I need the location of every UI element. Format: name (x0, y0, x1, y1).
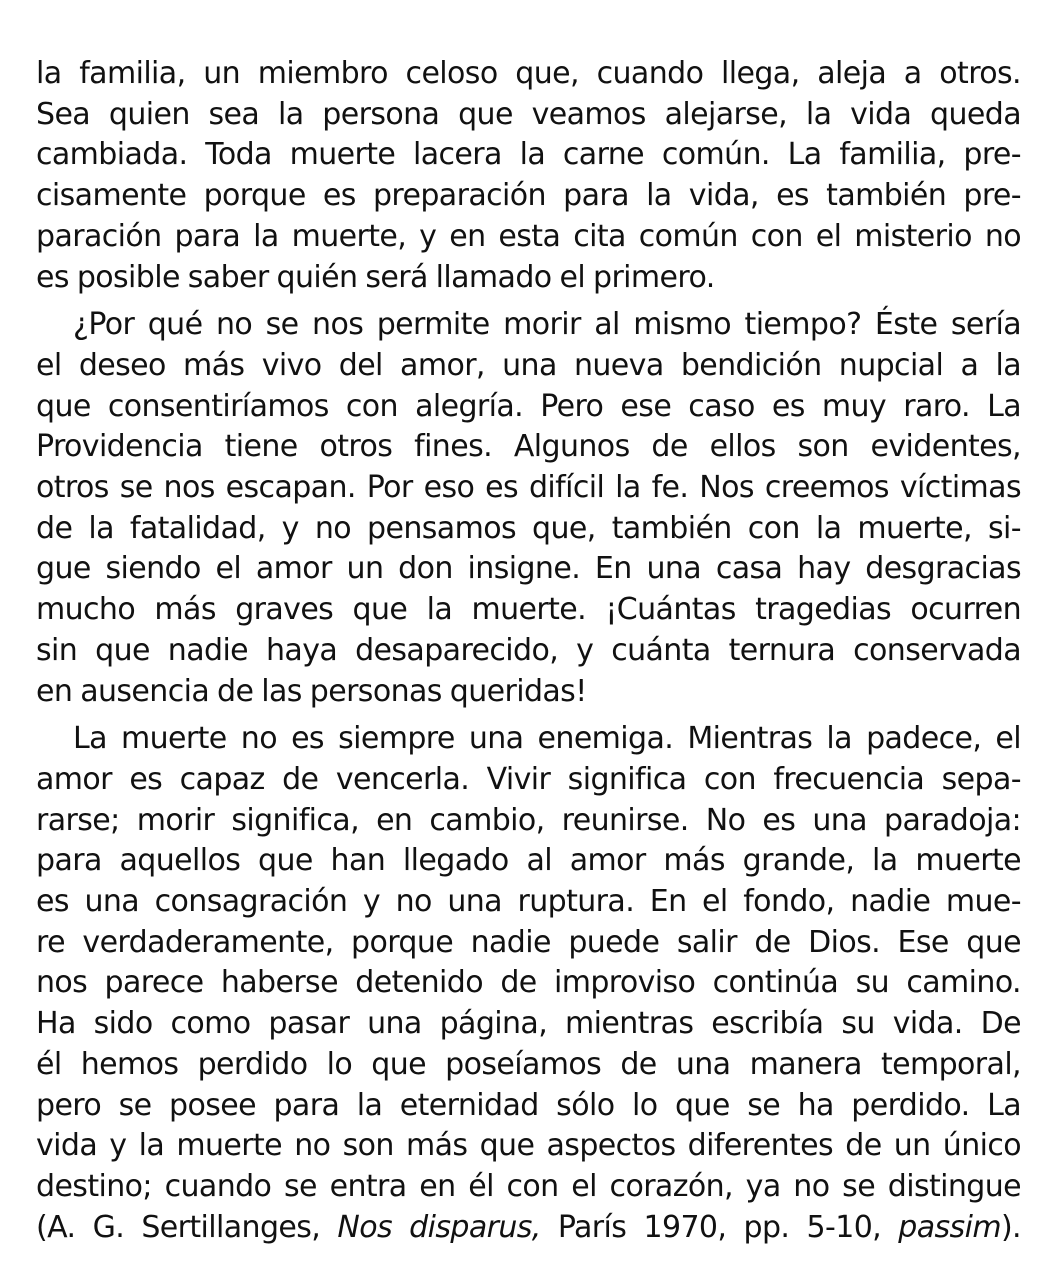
text-line: Ha sido como pasar una página, mientras escribía su vida. De (36, 1006, 1021, 1042)
citation-author: (A. G. Sertillanges, (36, 1209, 338, 1245)
text-line: pero se posee para la eternidad sólo lo que se ha perdido. La (36, 1087, 1021, 1123)
text-line: Providencia tiene otros fines. Algunos de ellos son evidentes, (36, 429, 1021, 465)
text-line: gue siendo el amor un don insigne. En una casa hay desgracias (36, 551, 1021, 587)
text-line: sin que nadie haya desaparecido, y cuánta ternura conservada (36, 632, 1021, 668)
text-line: ¿Por qué no se nos permite morir al mismo tiempo? Éste sería (73, 307, 1021, 343)
paragraph-2 (36, 305, 1021, 712)
text-line: re verdaderamente, porque nadie puede salir de Dios. Ese que (36, 924, 1021, 960)
citation-details: París 1970, pp. 5-10, (540, 1209, 899, 1245)
text-line: el deseo más vivo del amor, una nueva bendición nupcial a la (36, 347, 1021, 383)
text-line: La muerte no es siempre una enemiga. Mientras la padece, el (73, 721, 1021, 757)
text-line: amor es capaz de vencerla. Vivir significa con frecuencia sepa- (36, 761, 1021, 797)
text-line: nos parece haberse detenido de improviso continúa su camino. (36, 965, 1021, 1001)
text-line: paración para la muerte, y en esta cita común con el misterio no (36, 218, 1021, 254)
text-line: Sea quien sea la persona que veamos alejarse, la vida queda (36, 96, 1021, 132)
text-line: él hemos perdido lo que poseíamos de una manera temporal, (36, 1046, 1021, 1082)
text-line: en ausencia de las personas queridas! (36, 673, 587, 709)
text-line: para aquellos que han llegado al amor más grande, la muerte (36, 843, 1021, 879)
citation-title: Nos disparus, (337, 1209, 541, 1245)
text-line: la familia, un miembro celoso que, cuando llega, aleja a otros. (36, 56, 1021, 91)
citation-passim: passim (898, 1209, 1001, 1245)
text-line: de la fatalidad, y no pensamos que, también con la muerte, si- (36, 510, 1021, 546)
text-line: es una consagración y no una ruptura. En el fondo, nadie mue- (36, 884, 1021, 920)
citation-line (36, 1208, 1021, 1249)
text-line: cisamente porque es preparación para la vida, es también pre- (36, 178, 1021, 214)
paragraph-3 (36, 719, 1021, 1248)
document-page (36, 54, 1021, 1248)
text-line: vida y la muerte no son más que aspectos diferentes de un único (36, 1128, 1021, 1164)
text-line: destino; cuando se entra en él con el corazón, ya no se distingue (36, 1168, 1021, 1204)
text-line: cambiada. Toda muerte lacera la carne común. La familia, pre- (36, 137, 1021, 173)
text-line: mucho más graves que la muerte. ¡Cuántas tragedias ocurren (36, 592, 1021, 628)
paragraph-1 (36, 54, 1021, 298)
citation-end: ). (1000, 1209, 1021, 1245)
text-line: rarse; morir significa, en cambio, reunirse. No es una paradoja: (36, 802, 1021, 838)
text-line: que consentiríamos con alegría. Pero ese caso es muy raro. La (36, 388, 1021, 424)
text-line: otros se nos escapan. Por eso es difícil la fe. Nos creemos víctimas (36, 470, 1021, 506)
text-line: es posible saber quién será llamado el primero. (36, 259, 715, 295)
